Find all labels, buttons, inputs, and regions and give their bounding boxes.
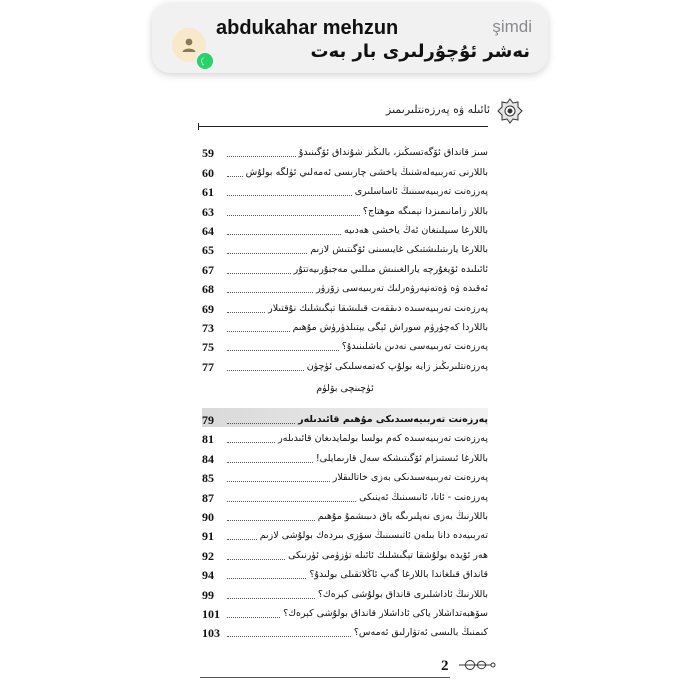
toc-entry-page: 67 [202,262,214,277]
leader-dots [227,330,290,332]
toc-entry[interactable] [202,277,488,296]
toc-entry-page: 94 [202,568,214,583]
toc-entry-title: پەرزەنت تەربىيەسىنىڭ ئاساسلىرى [354,186,488,198]
toc-entry-title: قانداق قىلغاندا باللارغا گەپ ئاڭلاتقىلى بولىدۇ؟ [309,569,488,581]
toc-entry-title: سۆھبەتداشلار ياكى ئاداشلار قانداق بولۇشى كېرەك؟ [283,607,488,619]
toc-entry-page: 61 [202,185,214,200]
toc-entry[interactable] [202,563,488,582]
leader-dots [227,233,341,235]
toc-entry[interactable] [202,238,488,257]
notification-sender: abdukahar mehzun [216,17,399,39]
header-rule [198,126,488,127]
toc-entry[interactable] [202,427,488,446]
toc-entry-title: ئەقىدە ۋە ۋەتەنپەرۋەرلىك تەربىيەسى زۆرۈر [316,283,488,295]
toc-entry[interactable] [202,316,488,335]
toc-header-title: ئائىلە ۋە پەرزەنتلىرىمىز [386,103,490,116]
toc-entry-page: 60 [202,165,214,180]
floral-ornament-icon [457,656,497,674]
toc-entry[interactable] [202,199,488,218]
toc-entry[interactable] [202,602,488,621]
toc-entry-page: 64 [202,223,214,238]
toc-entry[interactable] [202,354,488,373]
toc-entry-page: 68 [202,282,214,297]
toc-entry-page: 69 [202,301,214,316]
leader-dots [227,616,280,618]
toc-entry-title: پەرزەنت تەربىيەسى نەدىن باشلىنىدۇ؟ [341,341,488,353]
leader-dots [227,500,356,502]
leader-dots [227,194,352,196]
leader-dots [227,635,351,637]
whatsapp-icon [195,51,215,71]
toc-entry-title: ئائىلىدە ئۆيغۇرچە يارالغىنىش مىللىي مەجبۇرىيەتتۇر [293,263,488,275]
toc-entry-page: 79 [202,413,214,428]
leader-dots [227,369,304,371]
toc-entry-page: 81 [202,432,214,447]
leader-dots [227,291,313,293]
toc-entry-page: 99 [202,587,214,602]
toc-entry[interactable] [202,485,488,504]
ornament-icon [497,98,523,124]
toc-entry-title: پەرزەنت تەربىيەسىدە دىققەت قىلىشقا تېگىشلىك نۇقتىلار [268,302,488,314]
leader-dots [227,480,330,482]
toc-entry-page: 73 [202,320,214,335]
leader-dots [227,272,291,274]
leader-dots [227,538,257,540]
leader-dots [227,577,306,579]
footer-rule [200,677,450,678]
toc-entry-page: 77 [202,359,214,374]
toc-entry-page: 63 [202,204,214,219]
leader-dots [227,155,296,157]
toc-entry[interactable] [202,219,488,238]
leader-dots [227,558,285,560]
notification-banner[interactable] [152,3,548,73]
toc-entry-title: پەرزەنت تەربىيەسىدىكى بەزى خاتالىقلار [332,472,488,484]
toc-entry-page: 103 [202,626,220,641]
toc-list [202,141,488,640]
toc-entry-title: باللارنى تەربىيەلەشنىڭ ياخشى چارىسى ئەمەلىي ئۈلگە بولۇش [245,166,488,178]
toc-entry-title: باللارغا يارىتىلىشتىكى غايىسىنى ئۆگىتىش لازىم [310,244,488,256]
toc-entry[interactable] [202,160,488,179]
toc-entry[interactable] [202,296,488,315]
notification-message: نەشر ئۇچۇرلىرى بار بەت [310,41,530,62]
toc-entry[interactable] [202,446,488,465]
leader-dots [227,461,313,463]
toc-entry-title: باللاردا كەچۈرۈم سوراش ئېگى يېتىلدۈرۈش مۇھىم [292,321,488,333]
toc-entry-page: 85 [202,471,214,486]
leader-dots [227,597,315,599]
toc-entry-title: پەرزەنت - ئاتا، ئانىسىنىڭ ئەينىكى [359,491,488,503]
toc-entry-title: پەرزەنت تەربىيەسىدە كەم بولسا بولمايدىغان قائىدىلەر [278,433,488,445]
leader-dots [227,441,275,443]
toc-entry-title: پەرزەنت تەربىيەسىدىكى مۇھىم قائىدىلەر [298,414,488,426]
toc-entry-page: 101 [202,606,220,621]
toc-entry-page: 87 [202,490,214,505]
toc-entry-page: 92 [202,548,214,563]
toc-entry-title: باللارنىڭ بەزى نەپلىرىگە باق دىبىشمۇ مۇھىم [317,511,488,523]
toc-entry-title: ھەر ئۆيدە بولۇشقا تېگىشلىك ئائىلە تۈزۈمى ئۈرنىكى [288,549,488,561]
toc-entry[interactable] [202,621,488,640]
toc-entry-page: 75 [202,340,214,355]
toc-entry-page: 65 [202,243,214,258]
toc-entry[interactable] [202,335,488,354]
leader-dots [227,214,360,216]
leader-dots [227,311,265,313]
toc-entry[interactable] [202,505,488,524]
toc-entry-page: 84 [202,451,214,466]
toc-entry-title: كىمنىڭ بالىسى ئەتۋارلىق ئەمەس؟ [353,627,488,639]
toc-entry-page: 91 [202,529,214,544]
toc-entry-title: سىز قانداق ئۆگەتسىڭىز، بالىڭىز شۇنداق ئۆگىنىدۇ [298,147,488,159]
toc-entry-page: 59 [202,146,214,161]
toc-entry[interactable] [202,180,488,199]
toc-entry[interactable] [202,543,488,562]
leader-dots [227,252,307,254]
leader-dots [227,519,315,521]
toc-entry[interactable] [202,257,488,276]
leader-dots [227,175,243,177]
leader-dots [227,349,339,351]
toc-entry-page: 90 [202,510,214,525]
toc-entry[interactable] [202,141,488,160]
section-title: ئۈچىنچى بۆلۈم [316,383,374,395]
toc-entry-title: باللار زامانىمىزدا نېمىگە موھتاج؟ [362,205,488,217]
person-icon [180,36,198,54]
toc-entry-title: پەرزەنتلىرىڭىز زايە بولۇپ كەتمەسلىكى ئۈچۈن [306,360,488,372]
toc-entry-title: تەربىيەدە دانا بىلەن ئاتىسىنىڭ سۆزى بىردەك بولۇشى لازىم [259,530,488,542]
toc-entry[interactable] [202,466,488,485]
toc-entry[interactable] [202,524,488,543]
toc-entry[interactable] [202,408,488,427]
toc-entry-title: باللارغا ئىستىزام ئۆگىتىشكە سەل قارىمايلى! [315,452,488,464]
toc-entry-title: باللارنىڭ ئاداشلىرى قانداق بولۇشى كېرەك؟ [317,588,488,600]
page-number: 2 [441,658,449,674]
toc-entry-title: باللارغا سىيلىنغان ئەڭ ياخشى ھەدىيە [344,224,488,236]
leader-dots [227,422,295,424]
toc-entry[interactable] [202,582,488,601]
notification-time: şimdi [492,17,532,36]
